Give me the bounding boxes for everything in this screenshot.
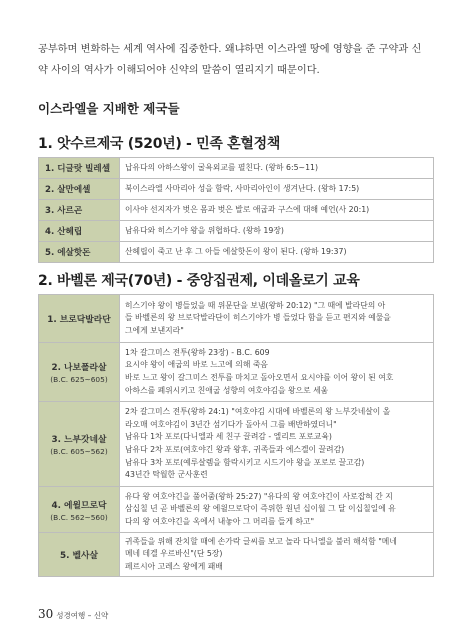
king-label: 2. 살만에셀: [39, 179, 120, 200]
king-label: [39, 402, 120, 487]
description-line: 라오매 여호야김이 3년간 섬기다가 돌아서 그를 배반하였더니": [125, 419, 337, 429]
description-line: 메네 데겔 우르바신"(단 5장): [125, 549, 223, 559]
reign-dates: (B.C. 562~560): [50, 512, 108, 522]
king-description: [120, 533, 434, 577]
table-row: [39, 242, 434, 263]
table-row: [39, 200, 434, 221]
page-footer: [38, 607, 108, 621]
description-line: 요시야 왕이 애굽의 바로 느고에 의해 죽음: [125, 360, 268, 370]
king-name: 1. 브로닥발라단: [47, 315, 111, 325]
description-line: 들 바벨론의 왕 브로닥발라단이 히스기야가 병 들었다 함을 듣고 편지와 예물을: [125, 313, 391, 323]
king-description: 납유다의 아하스왕이 굴욕외교를 펼친다. (왕하 6:5~11): [120, 158, 434, 179]
king-label: 3. 사르곤: [39, 200, 120, 221]
description-line: 삼십칠 년 곧 바벨론의 왕 에윌므로닥이 즉위한 원년 십이월 그 달 이십칠일에 유: [125, 504, 396, 514]
description-line: 귀족들을 위해 잔치할 때에 손가락 글씨를 보고 놀라 다니엘을 불러 해석함 "메네: [125, 536, 397, 546]
description-line: 2차 갈그미스 전투(왕하 24:1) "여호야김 시대에 바벨론의 왕 느부갓네살이 올: [125, 407, 391, 417]
page-number: 30: [38, 607, 54, 621]
king-name: 5. 벨사살: [59, 551, 99, 561]
description-line: 바로 느고 왕이 갈그미스 전투를 마치고 돌아오면서 요시야를 이어 왕이 된 여호: [125, 373, 394, 382]
king-label: 1. 디글랏 빌레셀: [39, 158, 120, 179]
description-line: 페르시아 고레스 왕에게 패배: [125, 561, 223, 571]
description-line: 남유다 2차 포로(여호야긴 왕과 왕후, 귀족들과 에스겔이 끌려감): [125, 445, 345, 454]
king-description: [120, 343, 434, 402]
king-name: 3. 느부갓네살: [51, 435, 107, 445]
king-label: 5. 에살핫돈: [39, 242, 120, 263]
description-line: 아하스를 폐위시키고 친애굽 성향의 여호야김을 왕으로 세움: [125, 385, 329, 395]
king-label: [39, 343, 120, 402]
table-row: [39, 343, 434, 402]
king-name: 4. 에윌므로닥: [51, 500, 107, 511]
king-description: [120, 402, 434, 487]
sub-heading: 이스라엘을 지배한 제국들: [38, 101, 180, 116]
description-line: 유다 왕 여호야긴을 풀어줌(왕하 25:27) "유다의 왕 여호야긴이 사로잡혀 간 지: [125, 491, 393, 501]
king-description: 이사야 선지자가 벗은 몸과 벗은 발로 애굽과 구스에 대해 예언(사 20:1): [120, 200, 434, 221]
table-row: [39, 179, 434, 200]
section-2-heading: 2. 바벨론 제국(70년) - 중앙집권제, 이데올로기 교육: [38, 273, 360, 289]
table-row: [39, 487, 434, 533]
description-line: 히스기야 왕이 병들었을 때 위문단을 보냄(왕하 20:12) "그 때에 발라단의 아: [125, 300, 386, 310]
reign-dates: (B.C. 625~605): [50, 375, 108, 384]
description-line: 43년간 탁월한 군사훈련: [125, 470, 208, 480]
intro-paragraph: [38, 40, 434, 81]
table-row: [39, 402, 434, 487]
king-description: 북이스라엘 사마리아 성을 함락, 사마리아인이 생겨난다. (왕하 17:5): [120, 179, 434, 200]
description-line: 남유다 1차 포로(다니엘과 세 친구 끌려감 - 엘리트 포로교육): [125, 432, 332, 442]
table-row: [39, 221, 434, 242]
king-description: 산헤립이 죽고 난 후 그 아들 에살핫돈이 왕이 된다. (왕하 19:37): [120, 242, 434, 263]
description-line: 남유다 3차 포로(예루살렘을 함락시키고 시드기야 왕을 포로로 끌고감): [125, 457, 365, 467]
babylon-table: [38, 294, 434, 577]
king-label: [39, 295, 120, 343]
king-label: [39, 487, 120, 533]
king-label: [39, 533, 120, 577]
book-title: 성경여행 – 신약: [56, 611, 109, 620]
assyria-table: [38, 157, 434, 263]
king-description: [120, 295, 434, 343]
king-label: 4. 산헤립: [39, 221, 120, 242]
intro-line-1: 공부하며 변화하는 세계 역사에 집중한다. 왜냐하면 이스라엘 땅에 영향을 준 구약과 신: [38, 44, 422, 55]
table-row: [39, 533, 434, 577]
description-line: 1차 갈그미스 전투(왕하 23장) - B.C. 609: [125, 347, 270, 357]
king-description: [120, 487, 434, 533]
section-1-heading: 1. 앗수르제국 (520년) - 민족 혼혈정책: [38, 136, 281, 152]
description-line: 그에게 보낸지라": [125, 325, 184, 335]
reign-dates: (B.C. 605~562): [50, 447, 108, 456]
king-name: 2. 나보폴라살: [51, 363, 107, 373]
intro-line-2: 약 사이의 역사가 이해되어야 신약의 말씀이 열리지기 때문이다.: [38, 64, 320, 76]
table-row: [39, 295, 434, 343]
table-row: [39, 158, 434, 179]
king-description: 남유다와 히스기야 왕을 위협하다. (왕하 19장): [120, 221, 434, 242]
description-line: 다의 왕 여호야긴을 옥에서 내놓아 그 머리를 들게 하고": [125, 516, 315, 526]
